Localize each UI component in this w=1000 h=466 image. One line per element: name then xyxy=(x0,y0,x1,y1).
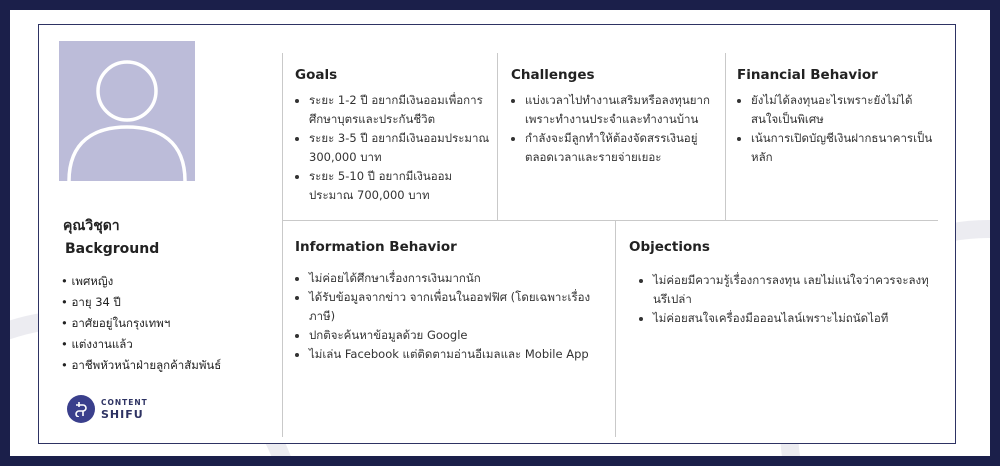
goals-item: • ระยะ 5-10 ปี อยากมีเงินออมประมาณ 700,000 บาท xyxy=(309,167,491,205)
user-silhouette-icon xyxy=(59,41,195,181)
challenges-section xyxy=(511,67,721,167)
goals-item: • ระยะ 3-5 ปี อยากมีเงินออมประมาณ 300,000 บาท xyxy=(309,129,491,167)
challenges-item: • แบ่งเวลาไปทำงานเสริมหรือลงทุนยากเพราะทำงานประจำและทำงานบ้าน xyxy=(525,91,721,129)
objections-item: • ไม่ค่อยสนใจเครื่องมือออนไลน์เพราะไม่ถนัดไอที xyxy=(653,309,929,328)
content-shifu-logo xyxy=(67,395,148,423)
objections-item: • ไม่ค่อยมีความรู้เรื่องการลงทุน เลยไม่แน่ใจว่าควรจะลงทุนรึเปล่า xyxy=(653,271,929,309)
challenges-item: • กำลังจะมีลูกทำให้ต้องจัดสรรเงินอยู่ตลอดเวลาและรายจ่ายเยอะ xyxy=(525,129,721,167)
financial-behavior-title: Financial Behavior xyxy=(737,67,878,83)
background-item: • แต่งงานแล้ว xyxy=(61,334,221,355)
background-item: • อาศัยอยู่ในกรุงเทพฯ xyxy=(61,313,221,334)
logo-text-shifu: SHIFU xyxy=(101,408,144,421)
background-list xyxy=(61,271,221,376)
goals-section xyxy=(295,67,491,205)
information-behavior-title: Information Behavior xyxy=(295,239,457,255)
objections-section xyxy=(629,239,929,328)
challenges-title: Challenges xyxy=(511,67,595,83)
slide-frame xyxy=(10,10,990,456)
background-item: • อายุ 34 ปี xyxy=(61,292,221,313)
divider-vertical-top-1 xyxy=(497,53,498,220)
background-item: • เพศหญิง xyxy=(61,271,221,292)
background-item: • อาชีพหัวหน้าฝ่ายลูกค้าสัมพันธ์ xyxy=(61,355,221,376)
logo-text-content: CONTENT xyxy=(101,398,148,407)
financial-behavior-item: • ยังไม่ได้ลงทุนอะไรเพราะยังไม่ได้สนใจเป็นพิเศษ xyxy=(751,91,937,129)
background-title: Background xyxy=(65,241,160,257)
financial-behavior-item: • เน้นการเปิดบัญชีเงินฝากธนาคารเป็นหลัก xyxy=(751,129,937,167)
logo-mark-icon xyxy=(67,395,95,423)
objections-title: Objections xyxy=(629,239,710,255)
information-behavior-item: • ปกติจะค้นหาข้อมูลด้วย Google xyxy=(309,326,605,345)
information-behavior-item: • ได้รับข้อมูลจากข่าว จากเพื่อนในออฟฟิศ (โดยเฉพาะเรื่องภาษี) xyxy=(309,288,605,326)
information-behavior-section xyxy=(295,239,605,364)
persona-name: คุณวิชุดา xyxy=(63,218,120,234)
information-behavior-item: • ไม่ค่อยได้ศึกษาเรื่องการเงินมากนัก xyxy=(309,269,605,288)
divider-vertical-top-2 xyxy=(725,53,726,220)
divider-vertical-left xyxy=(282,53,283,437)
financial-behavior-section xyxy=(737,67,937,167)
information-behavior-item: • ไม่เล่น Facebook แต่ติดตามอ่านอีเมลและ Mobile App xyxy=(309,345,605,364)
goals-title: Goals xyxy=(295,67,338,83)
persona-card xyxy=(38,24,956,444)
divider-vertical-bottom xyxy=(615,220,616,437)
avatar xyxy=(59,41,195,181)
goals-item: • ระยะ 1-2 ปี อยากมีเงินออมเพื่อการศึกษาบุตรและประกันชีวิต xyxy=(309,91,491,129)
divider-horizontal xyxy=(282,220,938,221)
